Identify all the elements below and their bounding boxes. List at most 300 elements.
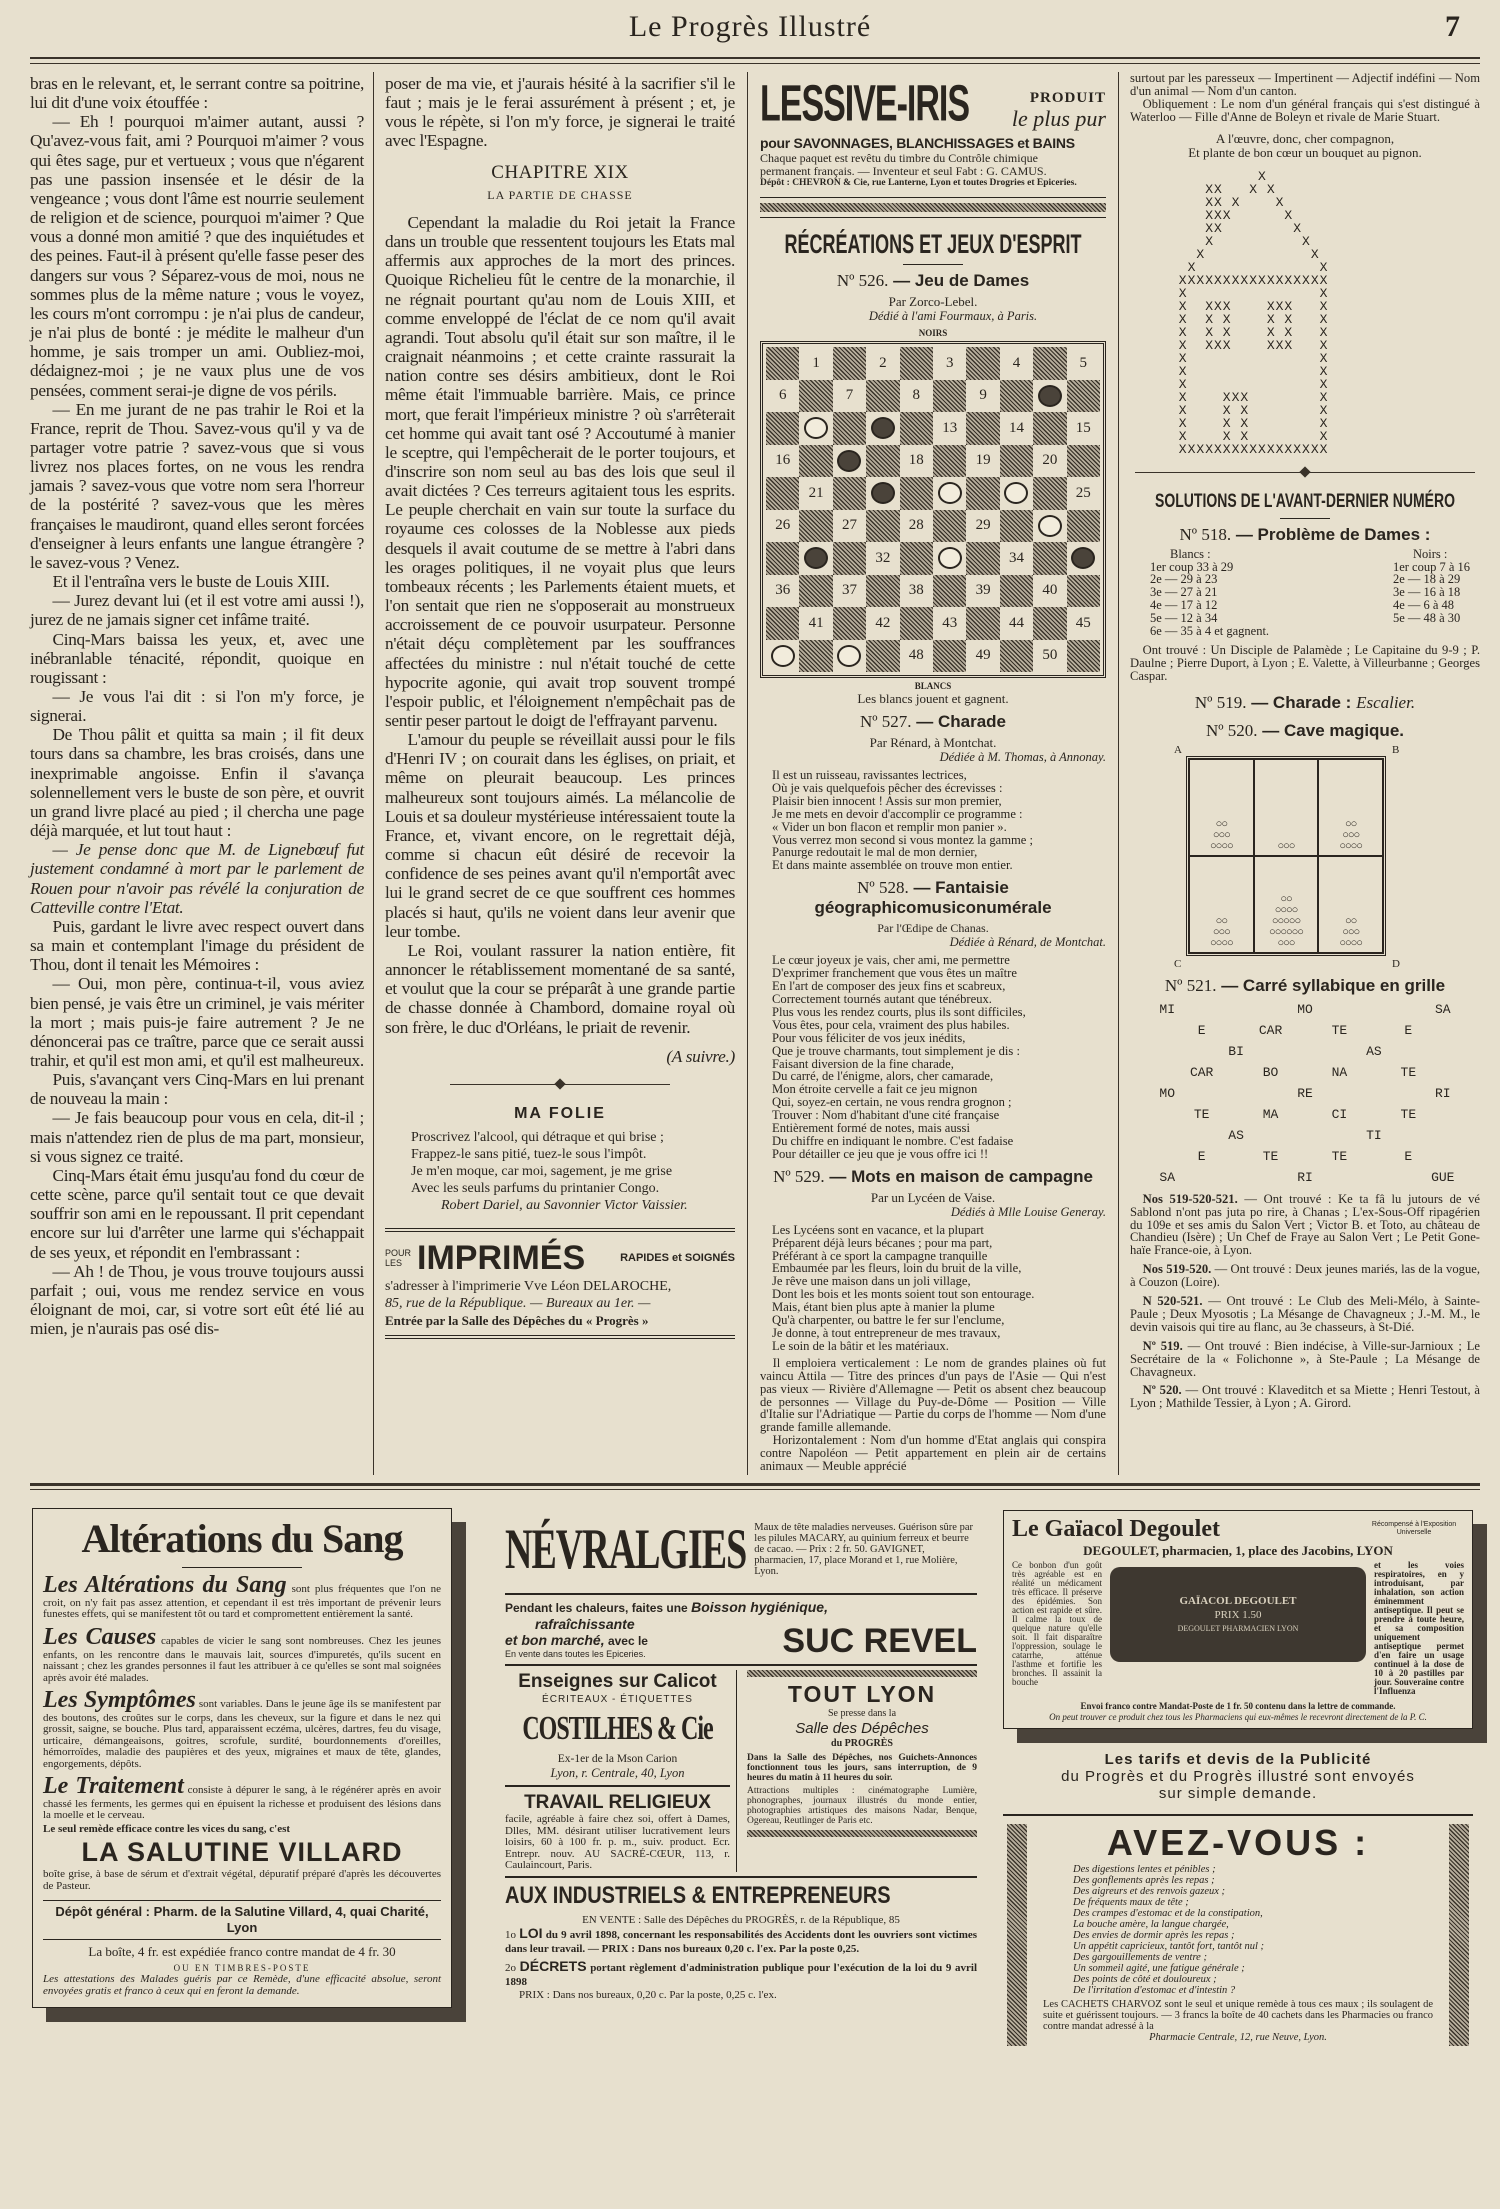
- corner-label: D: [1392, 957, 1400, 970]
- ad-text: rafraîchissante: [535, 1616, 635, 1632]
- syllable-cell: E: [1404, 1148, 1413, 1164]
- dark-square: [1000, 380, 1033, 413]
- story-column-2: [385, 74, 735, 1339]
- dark-square: [866, 380, 899, 413]
- syllable-cell: [1391, 1002, 1425, 1017]
- bottles-row: ○○○: [1277, 839, 1295, 852]
- text-line: Je rêve une maison dans un joli village,: [772, 1274, 971, 1289]
- figure-row: X X: [1170, 259, 1329, 275]
- black-piece: [804, 547, 828, 569]
- ad-title: TRAVAIL RELIGIEUX: [524, 1792, 711, 1813]
- figure-row: X X: [1170, 233, 1311, 249]
- found-lists: [1130, 1193, 1480, 1411]
- syllable-cell: [1391, 1170, 1425, 1185]
- ad-rapides: RAPIDES et SOIGNÉS: [620, 1251, 735, 1264]
- ornament-divider: [450, 1080, 670, 1090]
- black-piece: [1071, 547, 1095, 569]
- ad-title: AVEZ-VOUS :: [1106, 1822, 1370, 1863]
- fantaisie-poem: [760, 954, 1106, 1161]
- found-text: — Ont trouvé : Le Club des Meli-Mélo, à Sainte-Paule ; Deux Myosotis ; La Mésange de Chavagneux ; J.-M. M., le devin vaisois qui tire au flanc, au 3e chasseurs, à St-Dié.: [1130, 1294, 1480, 1334]
- syllable-cell: MO: [1159, 1085, 1176, 1101]
- text-line: Un appétit capricieux, tantôt fort, tantôt nul ;: [1073, 1941, 1265, 1952]
- dark-square: [1000, 445, 1033, 478]
- ad-line: Entrée par la Salle des Dépêches du « Progrès »: [385, 1312, 649, 1328]
- text-line: Un sommeil agité, une fatigue générale ;: [1073, 1963, 1245, 1974]
- section-rule: [760, 197, 1106, 212]
- ad-text: Se presse dans la: [827, 1708, 897, 1719]
- text-line: Des envies de dormir après les repas ;: [1073, 1930, 1235, 1941]
- text-line: Pour vous féliciter de vos jeux inédits,: [772, 1030, 966, 1045]
- story-paragraph: Le Roi, voulant rassurer la nation entière, fit annoncer le rétablissement momentané de sa santé, et voulut que la cour se préparât à une grande partie de chasse donnée à Chambord, domaine royal où son frère, le duc d'Orléans, le priait de revenir.: [385, 940, 735, 1037]
- bottles-row: ○○: [1215, 914, 1227, 927]
- text-line: 1er coup 7 à 16: [1392, 559, 1470, 574]
- gaiacol-ad: [1003, 1510, 1473, 1729]
- syllable-cell: TE: [1400, 1064, 1417, 1080]
- puzzle-author: Par l'Œdipe de Chanas.: [877, 921, 989, 936]
- bottles-row: ○○○: [1342, 828, 1360, 841]
- text-line: Vous êtes, pour cela, vraiment des plus habiles.: [772, 1017, 1010, 1032]
- dark-square: [900, 347, 933, 380]
- board-square-24: [1000, 477, 1033, 510]
- text-line: Les Lycéens sont en vacance, et la plupart: [772, 1222, 984, 1237]
- puzzle-title: — Mots en maison de campagne: [829, 1166, 1093, 1186]
- figure-row: X XXX X: [1170, 389, 1329, 405]
- puzzle-clues: Il emploiera verticalement : Le nom de grandes plaines où fut vaincu Attila — Titre des princes d'un pays de l'Asie — Qui n'est pas vieux — Rivière d'Allemagne — Petit os absent chez beaucoup de personnes — Village du Puy-de-Dôme — Position — Ville d'Italie sur l'Adriatique — Partie du corps de l'homme — Nom d'une grande famille allemande.: [760, 1355, 1106, 1435]
- ad-address: Pharmacie Centrale, 12, rue Neuve, Lyon.: [1149, 2032, 1327, 2043]
- checkers-board: [760, 341, 1106, 678]
- tout-lyon-ad: [737, 1670, 977, 1872]
- board-square-15: 15: [1075, 419, 1091, 436]
- puzzle-clues: Horizontalement : Nom d'un homme d'Etat anglais qui conspira contre Napoléon — Petit appartement en plein air de certains animaux — Meuble apprécié: [760, 1433, 1106, 1474]
- text-line: Embaumée par les fleurs, loin du bruit de la ville,: [772, 1261, 1022, 1276]
- white-piece: [1038, 515, 1062, 537]
- syllable-cell: [1184, 1002, 1218, 1017]
- ad-text: du 9 avril 1898, concernant les responsabilités des Accidents dont les ouvriers sont victimes dans leur travail. — PRIX : Dans nos bureaux 0,20 c. l'ex. Par la poste 0,25.: [505, 1928, 978, 1955]
- board-square-21: 21: [808, 484, 824, 501]
- syllable-cell: [1322, 1044, 1356, 1059]
- black-piece: [871, 482, 895, 504]
- syllable-cell: MA: [1262, 1106, 1279, 1122]
- syllable-cell: TE: [1193, 1106, 1210, 1122]
- puzzle-title: — Charade :: [1251, 692, 1352, 712]
- board-square-46: [766, 640, 799, 673]
- story-paragraph: Puis, s'avançant vers Cinq-Mars en lui prenant de nouveau la main :: [30, 1070, 364, 1109]
- ad-address: DEGOULET, pharmacien, 1, place des Jacobins, LYON: [1083, 1543, 1393, 1558]
- syllable-cell: [1391, 1086, 1425, 1101]
- couplet-line: Et plante de bon cœur un bouquet au pignon.: [1188, 144, 1422, 160]
- board-square-13: 13: [942, 419, 958, 436]
- suc-revel-ad: [505, 1595, 977, 1666]
- story-paragraph: poser de ma vie, et j'aurais hésité à la sacrifier s'il le faut ; mais je le ferai assurément à présent ; et, je vous le répète, si l'on m'y force, je signerai le traité avec l'Espagne.: [385, 74, 735, 151]
- ad-text: Le seul remède efficace contre les vices du sang, c'est: [43, 1822, 291, 1835]
- board-square-28: 28: [908, 517, 924, 534]
- board-square-42: 42: [875, 614, 891, 631]
- ad-line: Dépôt : CHEVRON & Cie, rue Lanterne, Lyon et toutes Drogries et Epiceries.: [760, 178, 1077, 188]
- text-line: Il est un ruisseau, ravissantes lectrices,: [772, 768, 967, 782]
- syllable-cell: [1253, 1170, 1287, 1185]
- bottles-row: ○○○○: [1210, 839, 1233, 852]
- syllable-cell: SA: [1159, 1169, 1176, 1185]
- text-line: En l'art de composer des jeux fins et scabreux,: [772, 979, 1006, 994]
- ad-text: Lyon, r. Centrale, 40, Lyon: [550, 1766, 685, 1780]
- text-line: Préférant à ce sport la campagne tranquille: [772, 1248, 988, 1263]
- board-square-44: 44: [1008, 614, 1024, 631]
- story-paragraph: — Je pense donc que M. de Lignebœuf fut justement condamné à mort par le parlement de Rouen pour n'avoir pas révélé la conjuration de Catteville contre l'Etat.: [30, 840, 364, 917]
- ad-text: portant règlement d'administration publique pour l'exécution de la loi du 9 avril 1898: [505, 1961, 978, 1988]
- syllable-cell: [1184, 1044, 1218, 1059]
- syllable-cell: E: [1404, 1022, 1413, 1038]
- text-line: Mon étroite cervelle a fait ce jeu mignon: [772, 1082, 978, 1097]
- puzzle-dedication: Dédiée à Rénard, de Montchat.: [949, 935, 1106, 950]
- ad-pour-les: POUR LES: [385, 1247, 412, 1268]
- syllable-cell: AS: [1228, 1127, 1244, 1143]
- ad-heading: Les Causes: [43, 1623, 157, 1650]
- column-divider: [747, 72, 748, 1475]
- bottles-row: ○○○: [1342, 925, 1360, 938]
- imprimes-ad: [385, 1228, 735, 1339]
- board-square-36: 36: [775, 582, 791, 599]
- poem-signature: Robert Dariel, au Savonnier Victor Vaissier.: [441, 1197, 688, 1213]
- text-line: Qui, soyez-en certain, ne vous rendra grognon ;: [772, 1095, 1012, 1110]
- puzzle-number: Nº 521.: [1164, 975, 1217, 995]
- syllable-cell: SA: [1434, 1001, 1451, 1017]
- puzzle-number: Nº 527.: [859, 712, 912, 731]
- board-square-8: 8: [912, 387, 921, 404]
- puzzle-title: — Problème de Dames :: [1235, 524, 1431, 544]
- syllable-cell: [1150, 1128, 1184, 1143]
- board-square-20: 20: [1042, 452, 1058, 469]
- syllable-cell: [1288, 1107, 1322, 1122]
- figure-row: XXXXXXXXXXXXXXXXX: [1170, 272, 1329, 288]
- bottles-row: ○○○○: [1339, 839, 1362, 852]
- ad-text: facile, agréable à faire chez soi, offert à Dames, Dlles, MM. désirant utiliser lucrativement leurs loisirs, 60 à 100 fr. p. m., suiv. product. Ecr. Entrepr. nouv. AU SACRÉ-CŒUR, 113, r. Caulaincourt, Paris.: [505, 1813, 730, 1871]
- black-piece: [1038, 385, 1062, 407]
- text-line: Entièrement formé de notes, mais aussi: [772, 1121, 970, 1136]
- wavy-border: [1449, 1824, 1469, 2046]
- syllable-cell: RI: [1297, 1169, 1313, 1185]
- corner-label: A: [1174, 743, 1182, 756]
- story-paragraph: — Je vous l'ai dit : si l'on m'y force, je signerai.: [30, 687, 364, 726]
- ad-text: Maux de tête maladies nerveuses. Guérison sûre par les pilules MACARY, au quinium ferreux et beurre de cacao. — Prix : 2 fr. 50. GAVIGNET, pharmacien, 17, place Morand et 1, rue Molière, Lyon.: [754, 1522, 973, 1577]
- figure-row: XXX X: [1170, 207, 1294, 223]
- dark-square: [1033, 607, 1066, 640]
- to-be-continued: (A suivre.): [666, 1046, 735, 1066]
- board-top-label: NOIRS: [918, 328, 948, 338]
- dark-square: [866, 575, 899, 608]
- box-label: GAÏACOL DEGOULET: [1179, 1594, 1297, 1607]
- ad-text: OU EN TIMBRES-POSTE: [173, 1963, 311, 1974]
- board-square-40: 40: [1042, 582, 1058, 599]
- dark-square: [1067, 640, 1100, 673]
- figure-row: X XXX XXX X: [1170, 298, 1329, 314]
- text-line: 1er coup 33 à 29: [1150, 559, 1234, 574]
- bottles-row: ○○○: [1277, 936, 1295, 949]
- dark-square: [966, 412, 999, 445]
- lessive-produit: PRODUIT: [1029, 90, 1106, 106]
- dark-square: [1000, 510, 1033, 543]
- ad-brand: LA SALUTINE VILLARD: [81, 1837, 403, 1868]
- bottles-row: ○○○○○: [1271, 914, 1301, 927]
- found-text: — Ont trouvé : Deux jeunes mariés, las de la vogue, à Couzon (Loire).: [1130, 1262, 1480, 1290]
- puzzle-dedication: Dédiés à Mlle Louise Generay.: [950, 1204, 1106, 1219]
- travail-religieux-ad: [505, 1787, 730, 1872]
- syllable-cell: GUE: [1431, 1169, 1455, 1185]
- item-number: 2o: [505, 1961, 516, 1974]
- board-square-32: 32: [875, 549, 891, 566]
- board-square-49: 49: [975, 647, 991, 664]
- syllable-cell: CI: [1331, 1106, 1348, 1122]
- syllable-grid: [1130, 1002, 1480, 1185]
- section-rule: [30, 1483, 1480, 1490]
- board-square-9: 9: [979, 387, 987, 404]
- board-caption: Les blancs jouent et gagnent.: [857, 691, 1009, 706]
- ad-bold: DÉCRETS: [519, 1957, 587, 1974]
- text-line: « Vider un bon flacon et remplir mon panier ».: [772, 819, 1007, 834]
- poem-line: Proscrivez l'alcool, qui détraque et qui brise ;: [411, 1129, 664, 1145]
- ad-heading: Les Altérations du Sang: [43, 1572, 287, 1598]
- ad-line: 85, rue de la République. — Bureaux au 1er. —: [385, 1295, 651, 1311]
- dark-square: [766, 542, 799, 575]
- cave-grid: [1186, 756, 1386, 956]
- ad-title: Enseignes sur Calicot: [518, 1671, 717, 1692]
- figure-row: X X X X X X: [1170, 324, 1329, 340]
- nevralgies-ad: [505, 1508, 977, 1595]
- white-piece: [837, 645, 861, 667]
- story-column-1: [30, 74, 364, 1338]
- text-line: La bouche amère, la langue chargée,: [1073, 1919, 1229, 1930]
- dark-square: [933, 510, 966, 543]
- board-square-7: 7: [845, 387, 854, 404]
- white-piece: [1004, 482, 1028, 504]
- text-line: Trouver : Nom d'habitant d'une cité française: [772, 1108, 1000, 1123]
- text-line: Et dans mainte assemblée on trouve mon entier.: [772, 858, 1013, 873]
- syllable-cell: [1288, 1149, 1322, 1164]
- puzzle-title: — Fantaisie: [913, 878, 1009, 898]
- board-square-37: 37: [841, 582, 857, 599]
- figure-row: X: [1170, 168, 1267, 184]
- blancs-moves: [1150, 561, 1269, 638]
- text-line: Je me mets en devoir d'accomplir ce programme :: [772, 806, 1023, 821]
- story-paragraph: Cependant la maladie du Roi jetait la France dans un trouble que ressentent toujours les Etats mal affermis aux approches de la mort des princes. Quoique Richelieu fût le centre de la monarchie, il ne régnait pourtant qu'au nom de Louis XIII, et comme enveloppé de l'éclat de ce nom qu'il avait agrandi. Tout absolu qu'il était sur son maître, il le craignait néanmoins ; et cette crainte rassurait la nation contre ses désirs ambitieux, dont le Roi même était l'immuable barrière. Mais, ce prince mort, que ferait l'impérieux ministre ? où s'arrêterait cet homme qui avait tant osé ? Accoutumé à manier le sceptre, qui l'empêcherait de le porter toujours, et d'inscrire son nom seul au bas des lois que seul il avait dictées ? Ces terreurs agitaient tous les esprits. Le peuple cherchait en vain sur toute la surface du royaume ces colosses de la Noblesse aux pieds desquels il avait coutume de se mettre à l'abri dans les orages politiques, il ne voyait plus que leurs tombeaux récents ; les Parlements étaient muets, et l'on sentait que rien ne s'opposerait au monstrueux accroissement de ce pouvoir usurpateur. Personne n'était déçu complètement par les souffrances affectées du ministre : nul n'était touché de cette hypocrite agonie, qui avait trop souvent trompé l'espoir public, et l'éloignement n'empêchait pas de sentir peser partout le doigt de l'effrayant parvenu.: [385, 212, 735, 730]
- syllable-cell: [1357, 1023, 1391, 1038]
- ad-text: boîte grise, à base de sérum et d'extrait végétal, dépuratif préparé d'après les découvertes de Pasteur.: [43, 1868, 441, 1892]
- board-square-30: [1033, 510, 1066, 543]
- board-square-22: [866, 477, 899, 510]
- puzzle-number: Nº 520.: [1205, 720, 1258, 740]
- ad-text: sont plus fréquentes que l'on ne croit, on n'y fait pas assez attention, et cependant il est très important de prévenir leurs funestes effets, qui se manifestent tôt ou tard et compromettent entièrement la santé.: [43, 1583, 441, 1621]
- dark-square: [833, 607, 866, 640]
- ad-text: du PROGRÈS: [831, 1738, 893, 1749]
- lessive-iris-ad: [760, 72, 1106, 189]
- bottles-row: ○○○: [1212, 925, 1230, 938]
- board-square-16: 16: [775, 452, 791, 469]
- board-square-2: 2: [879, 354, 887, 371]
- syllable-cell: CAR: [1258, 1022, 1283, 1038]
- puzzle-title: — Carré syllabique en grille: [1221, 975, 1446, 995]
- figure-row: XX X X: [1170, 181, 1276, 197]
- board-square-31: [799, 542, 832, 575]
- mots-poem: [760, 1224, 1106, 1353]
- bottles-row: ○○○○: [1210, 936, 1233, 949]
- syllable-cell: [1322, 1002, 1356, 1017]
- syllable-cell: [1253, 1002, 1287, 1017]
- chapter-text: [385, 213, 735, 1037]
- dark-square: [799, 575, 832, 608]
- notice-line: Les tarifs et devis de la Publicité: [1104, 1751, 1372, 1768]
- wavy-border: [1007, 1824, 1027, 2046]
- header-rule: [30, 57, 1480, 64]
- bottles-row: ○○○○: [1339, 936, 1362, 949]
- board-square-26: 26: [775, 517, 791, 534]
- syllable-cell: TI: [1366, 1127, 1382, 1143]
- middle-ads: [505, 1508, 977, 2001]
- board-square-6: 6: [778, 387, 787, 404]
- cave-magique: [1130, 744, 1480, 972]
- syllable-cell: TE: [1400, 1106, 1417, 1122]
- syllable-cell: [1219, 1149, 1253, 1164]
- board-square-17: [833, 445, 866, 478]
- figure-row: X X X X: [1170, 415, 1329, 431]
- text-line: Panurge redoutait le mal de mon dernier,: [772, 845, 978, 860]
- found-entry: [1130, 1263, 1480, 1289]
- dark-square: [966, 542, 999, 575]
- story-paragraph: bras en le relevant, et, le serrant contre sa poitrine, lui dit d'une voix étouffée :: [30, 74, 364, 113]
- ad-text: EN VENTE : Salle des Dépêches du PROGRÈS, r. de la République, 85: [582, 1913, 900, 1926]
- text-line: Le soin de la bâtir et les matériaux.: [772, 1338, 949, 1353]
- poem-line: Avec les seuls parfums du printanier Congo.: [411, 1180, 660, 1196]
- gaiacol-box-image: [1110, 1567, 1366, 1662]
- story-paragraph: — Eh ! pourquoi m'aimer autant, aussi ? Qu'avez-vous fait, ami ? Pourquoi m'aimer ? vous qui êtes sage, pur et vertueux ; vous que n'égarent pas une passion insensée et le désir de la vengeance ; vous dont l'âme est nourrie seulement de religion et de science, pourquoi m'aimer ? Que vous a donné mon amitié ? que des inquiétudes et des peines. Faut-il à présent qu'elle fasse peser des dangers sur vous ? Séparez-vous de moi, nous ne sommes plus de la même nature ; vous le voyez, les cours m'ont corrompu : je n'ai plus de candeur, je n'ai plus de bonté : je médite le malheur d'un homme, je sais tromper un ami. Oubliez-moi, dédaignez-moi ; je ne vaux plus une de vos pensées, comment serai-je digne de vos périls.: [30, 112, 364, 400]
- found-entry: [1130, 1340, 1480, 1379]
- syllable-cell: TE: [1331, 1022, 1348, 1038]
- dark-square: [933, 575, 966, 608]
- ad-text: On peut trouver ce produit chez tous les Pharmaciens qui eux-mêmes le recevront directement de la P. C.: [1049, 1712, 1427, 1722]
- ad-text: ÉCRITEAUX - ÉTIQUETTES: [542, 1694, 693, 1705]
- symptom-list: [1043, 1864, 1433, 1996]
- dark-square: [933, 380, 966, 413]
- story-paragraph: — Ah ! de Thou, je vous trouve toujours aussi parfait ; oui, vous me rendez service en vous éloignant de moi, car, si votre sort eût été lié au mien, je n'aurais pas osé dis-: [30, 1261, 364, 1339]
- board-bottom-label: BLANCS: [914, 681, 952, 691]
- board-square-43: 43: [942, 614, 958, 631]
- text-line: D'exprimer franchement que vous êtes un maître: [772, 966, 1017, 981]
- text-line: 5e — 48 à 30: [1392, 611, 1461, 626]
- text-line: Qu'à charpenter, ou battre le fer sur l'enclume,: [772, 1313, 1005, 1328]
- syllable-cell: [1150, 1065, 1184, 1080]
- story-paragraph: — Oui, mon père, continua-t-il, vous aviez bien pensé, je vais être un criminel, je vais mériter la mort ; mais puis-je faire autrement ? Je ne dénoncerai pas ce traître, parce que ce serait aussi trahir, et qu'il est mon ami, et qu'il est malheureux.: [30, 974, 364, 1070]
- solution-moves: [1130, 548, 1480, 638]
- text-line: 3e — 27 à 21: [1150, 585, 1218, 600]
- charade-answer: Escalier.: [1356, 692, 1416, 712]
- ad-text: Ex-1er de la Mson Carion: [557, 1753, 678, 1765]
- ad-text: et bon marché,: [505, 1632, 605, 1648]
- text-line: Je donne, à tout entrepreneur de mes travaux,: [772, 1326, 1001, 1340]
- noirs-label: Noirs :: [1412, 546, 1448, 561]
- board-square-18: 18: [908, 452, 924, 469]
- found-text: — Ont trouvé : Ke ta fâ lu jutours de vé Sablond n'ont pas juta po rire, à Chanas ; L'ex-Sous-Off ripagérien du 109e et ses amis du Salon Vert ; Victor B. et Toto, au château de Chandieu (Isère) ; Un Chef de Fraye au Salon Vert ; Le Petit Gone-haïe France-oie, à Lyon.: [1130, 1191, 1480, 1258]
- notice-line: du Progrès et du Progrès illustré sont envoyés: [1061, 1768, 1415, 1785]
- dark-square: [766, 607, 799, 640]
- couplet-line: A l'œuvre, donc, cher compagnon,: [1215, 130, 1395, 146]
- bottles-row: ○○○○○○: [1269, 925, 1303, 938]
- syllable-cell: [1426, 1107, 1460, 1122]
- syllable-cell: MO: [1297, 1001, 1313, 1017]
- white-piece: [804, 417, 828, 439]
- board-square-1: 1: [812, 354, 820, 371]
- item-number: 1o: [505, 1928, 516, 1941]
- dark-square: [1000, 640, 1033, 673]
- house-figure: [1170, 170, 1480, 456]
- text-line: Des points de côté et douloureux ;: [1073, 1974, 1217, 1985]
- ad-text: Dans la Salle des Dépêches, nos Guichets-Annonces fonctionnent tous les jours, sans interruption, de 9 heures du matin à 11 heures du soir.: [747, 1753, 977, 1783]
- found-entry: [1130, 1384, 1480, 1410]
- dark-square: [1033, 347, 1066, 380]
- text-line: 6e — 35 à 4 et gagnent.: [1150, 624, 1270, 639]
- box-label: DEGOULET PHARMACIEN LYON: [1177, 1623, 1299, 1633]
- figure-row: X X X X X X: [1170, 311, 1329, 327]
- board-square-47: [833, 640, 866, 673]
- text-line: Des gargouillements de ventre ;: [1073, 1952, 1207, 1963]
- syllable-cell: RI: [1434, 1085, 1451, 1101]
- corner-label: B: [1392, 743, 1400, 756]
- figure-row: X X X X: [1170, 428, 1329, 444]
- text-line: Du chiffre en indiquant le nombre. C'est fadaise: [772, 1133, 1014, 1148]
- dark-square: [766, 412, 799, 445]
- syllable-cell: [1150, 1023, 1184, 1038]
- poem-line: Frappez-le sans pitié, tuez-le sous l'impôt.: [411, 1146, 647, 1162]
- cave-cell: [1318, 759, 1383, 856]
- board-square-34: 34: [1008, 549, 1024, 566]
- syllable-cell: [1322, 1170, 1356, 1185]
- story-paragraph: Cinq-Mars était ému jusqu'au fond du cœur de cette scène, parce qu'il sentait tout ce que devait souffrir son ami en le repoussant. Il prit cependant encore sur lui d'arrêter une larme qui s'échappait de ses yeux, et répondit en l'embrassant :: [30, 1165, 364, 1262]
- syllable-cell: [1391, 1128, 1425, 1143]
- puzzle-number: Nº 529.: [773, 1166, 825, 1186]
- syllable-cell: [1357, 1107, 1391, 1122]
- ad-text: sont variables. Dans le jeune âge ils se manifestent par des boutons, des croûtes sur le corps, dans les cheveux, sur la figure et dans le nez qui grossit, saigne, se bouche. Plus tard, apparaissent eczéma, ulcères, dartres, feu du visage, urticaire, démangeaisons, goitres, scrofule, surdité, bourdonnements d'oreilles, hémorroïdes, maladie des paupières et des yeux, migraines et maux de tête, glandes, engorgements, dépôts.: [43, 1698, 442, 1770]
- dark-square: [900, 477, 933, 510]
- costilhes-ad: [505, 1670, 730, 1787]
- board-square-39: 39: [975, 582, 991, 599]
- ad-imprimes: IMPRIMÉS: [417, 1238, 586, 1277]
- ornament-divider: [1135, 468, 1475, 478]
- ad-title: Altérations du Sang: [81, 1516, 403, 1561]
- board-square-50: 50: [1042, 647, 1058, 664]
- industriels-ad: [505, 1876, 977, 2001]
- cachets-charvoz-ad: [1003, 1814, 1473, 2052]
- figure-row: X X: [1170, 246, 1320, 262]
- board-square-12: [866, 412, 899, 445]
- corner-label: C: [1174, 957, 1182, 970]
- dark-square: [966, 347, 999, 380]
- cave-cell: [1189, 856, 1254, 953]
- syllable-cell: [1322, 1128, 1356, 1143]
- ad-price: La boîte, 4 fr. est expédiée franco contre mandat de 4 fr. 30: [88, 1944, 396, 1960]
- syllable-cell: [1219, 1086, 1253, 1101]
- ad-text: Les CACHETS CHARVOZ sont le seul et unique remède à tous ces maux ; ils soulagent de suite et guérissent toujours. — 3 francs la boîte de 40 cachets dans les Pharmacies ou franco contre mandat adressé à la: [1043, 1999, 1433, 2032]
- solutions-title: SOLUTIONS DE L'AVANT-DERNIER NUMÉRO: [1155, 488, 1455, 511]
- text-line: Vous verrez mon second si vous montez la gamme ;: [772, 832, 1034, 847]
- found-entry: [1130, 1193, 1480, 1258]
- board-square-19: 19: [975, 452, 991, 469]
- syllable-cell: [1219, 1107, 1253, 1122]
- text-line: Plus vous les rendez courts, plus ils sont difficiles,: [772, 1004, 1026, 1019]
- syllable-cell: [1184, 1128, 1218, 1143]
- syllable-cell: [1426, 1128, 1460, 1143]
- chapter-title: LA PARTIE DE CHASSE: [487, 187, 633, 202]
- right-ads: [1003, 1510, 1473, 2052]
- syllable-cell: [1219, 1065, 1253, 1080]
- ad-line: s'adresser à l'imprimerie Vve Léon DELAROCHE,: [385, 1278, 672, 1294]
- ad-title: NÉVRALGIES: [505, 1518, 747, 1581]
